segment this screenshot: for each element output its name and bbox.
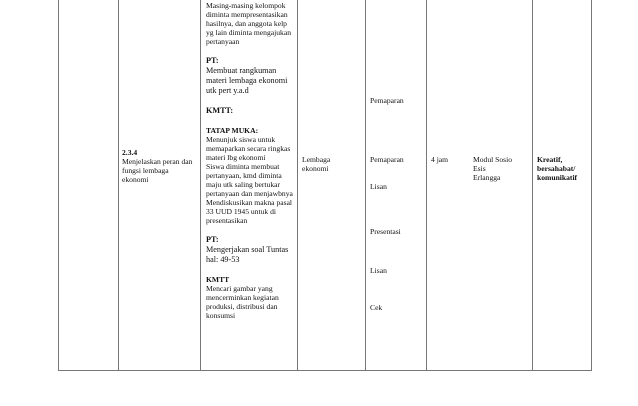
activity-label: TATAP MUKA: bbox=[206, 126, 259, 135]
column-border bbox=[118, 0, 119, 370]
column-border bbox=[200, 0, 201, 370]
character-cell: Kreatif, bersahabat/ komunikatif bbox=[537, 155, 578, 182]
column-border bbox=[426, 0, 427, 370]
column-border bbox=[591, 0, 592, 370]
activity-text: Mengerjakan soal Tuntas hal: 49-53 bbox=[206, 245, 289, 264]
activity-label: PT: bbox=[206, 56, 219, 65]
table-bottom-border bbox=[58, 370, 592, 371]
assessment-cell bbox=[370, 0, 424, 370]
assessment-item: Lisan bbox=[370, 266, 387, 275]
activity-text: Menunjuk siswa untuk memaparkan secara ringkas materi lbg ekonomi Siswa diminta membuat pertanyaan, kmd diminta maju utk saling bertukar pertanyaan dan menjawbnya Mendiskusikan makna pasal 33 UUD 1945 untuk di presentasikan bbox=[206, 135, 293, 225]
activity-block bbox=[206, 56, 298, 96]
material-cell: Lembaga ekonomi bbox=[302, 155, 331, 173]
activity-block bbox=[206, 235, 298, 265]
activity-text: Membuat rangkuman materi lembaga ekonomi utk pert y.a.d bbox=[206, 66, 288, 95]
activities-cell bbox=[206, 1, 298, 330]
activity-block bbox=[206, 126, 298, 225]
activity-block bbox=[206, 1, 298, 46]
activity-block bbox=[206, 275, 298, 320]
activity-label: PT: bbox=[206, 235, 219, 244]
assessment-item: Presentasi bbox=[370, 227, 401, 236]
time-cell: 4 jam bbox=[431, 155, 449, 164]
column-border bbox=[532, 0, 533, 370]
activity-text: Masing-masing kelompok diminta mempresentasikan hasilnya, dan anggota kelp yg lain diminta mengajukan pertanyaan bbox=[206, 1, 291, 46]
assessment-item: Lisan bbox=[370, 182, 387, 191]
assessment-item: Pemaparan bbox=[370, 96, 404, 105]
indicator-cell bbox=[122, 148, 198, 184]
activity-text: Mencari gambar yang mencerminkan kegiatan produksi, distribusi dan konsumsi bbox=[206, 284, 279, 320]
activity-label: KMTT bbox=[206, 275, 230, 284]
indicator-text: Menjelaskan peran dan fungsi lembaga ekonomi bbox=[122, 157, 193, 184]
source-cell: Modul Sosio Esis Erlangga bbox=[473, 155, 513, 182]
assessment-item: Pemaparan bbox=[370, 155, 404, 164]
column-border bbox=[365, 0, 366, 370]
activity-block bbox=[206, 106, 298, 116]
assessment-item: Cek bbox=[370, 303, 383, 312]
activity-label: KMTT: bbox=[206, 106, 234, 115]
indicator-code: 2.3.4 bbox=[122, 148, 138, 157]
column-border bbox=[58, 0, 59, 370]
